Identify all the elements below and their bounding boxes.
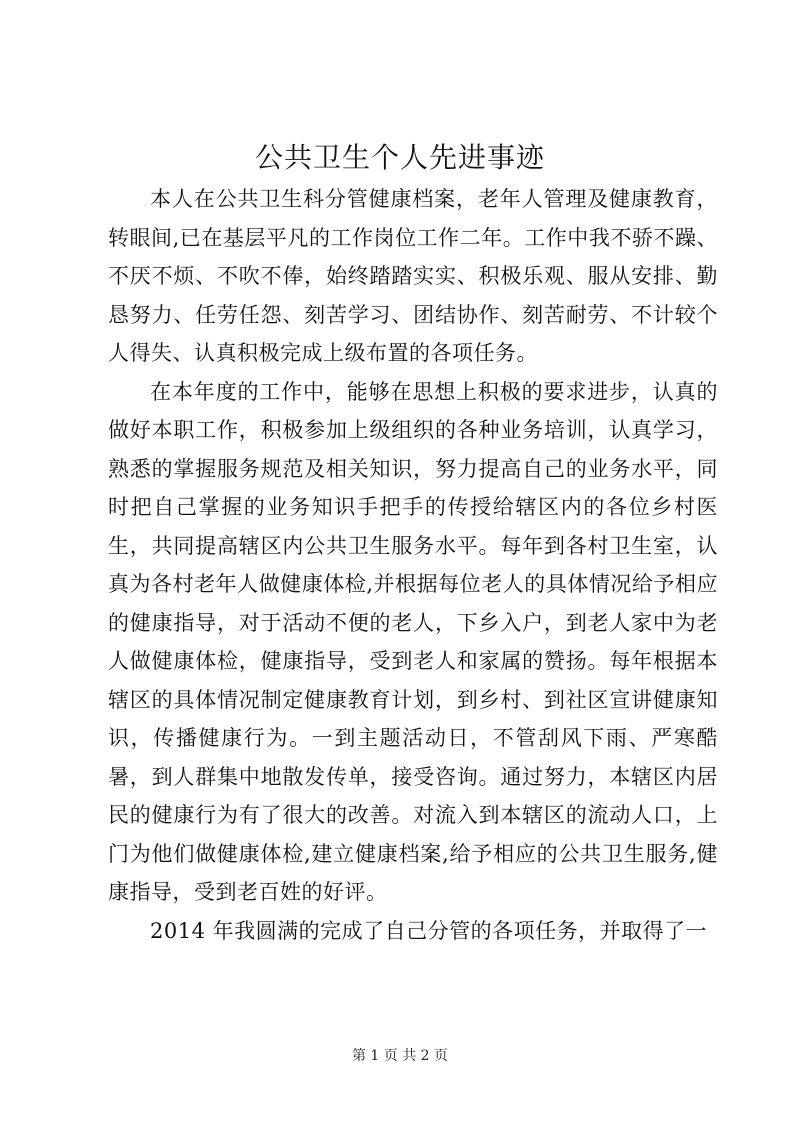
document-body <box>108 180 718 950</box>
paragraph-2: 在本年度的工作中，能够在思想上积极的要求进步，认真的做好本职工作，积极参加上级组织的各种业务培训，认真学习，熟悉的掌握服务规范及相关知识，努力提高自己的业务水平，同时把自己掌握的业务知识手把手的传授给辖区内的各位乡村医生，共同提高辖区内公共卫生服务水平。每年到各村卫生室，认真为各村老年人做健康体检,并根据每位老人的具体情况给予相应的健康指导，对于活动不便的老人，下乡入户，到老人家中为老人做健康体检，健康指导，受到老人和家属的赞扬。每年根据本辖区的具体情况制定健康教育计划，到乡村、到社区宣讲健康知识，传播健康行为。一到主题活动日，不管刮风下雨、严寒酷暑，到人群集中地散发传单，接受咨询。通过努力，本辖区内居民的健康行为有了很大的改善。对流入到本辖区的流动人口，上门为他们做健康体检,建立健康档案,给予相应的公共卫生服务,健康指导，受到老百姓的好评。 <box>108 379 718 904</box>
document-title: 公共卫生个人先进事迹 <box>254 141 545 174</box>
page-number-footer: 第 1 页 共 2 页 <box>351 1048 449 1064</box>
paragraph-1: 本人在公共卫生科分管健康档案，老年人管理及健康教育，转眼间,已在基层平凡的工作岗位工作二年。工作中我不骄不躁、不厌不烦、不吹不俸，始终踏踏实实、积极乐观、服从安排、勤恳努力、任劳任怨、刻苦学习、团结协作、刻苦耐劳、不计较个人得失、认真积极完成上级布置的各项任务。 <box>108 187 718 365</box>
paragraph-3: 2014 年我圆满的完成了自己分管的各项任务，并取得了一 <box>150 918 708 943</box>
